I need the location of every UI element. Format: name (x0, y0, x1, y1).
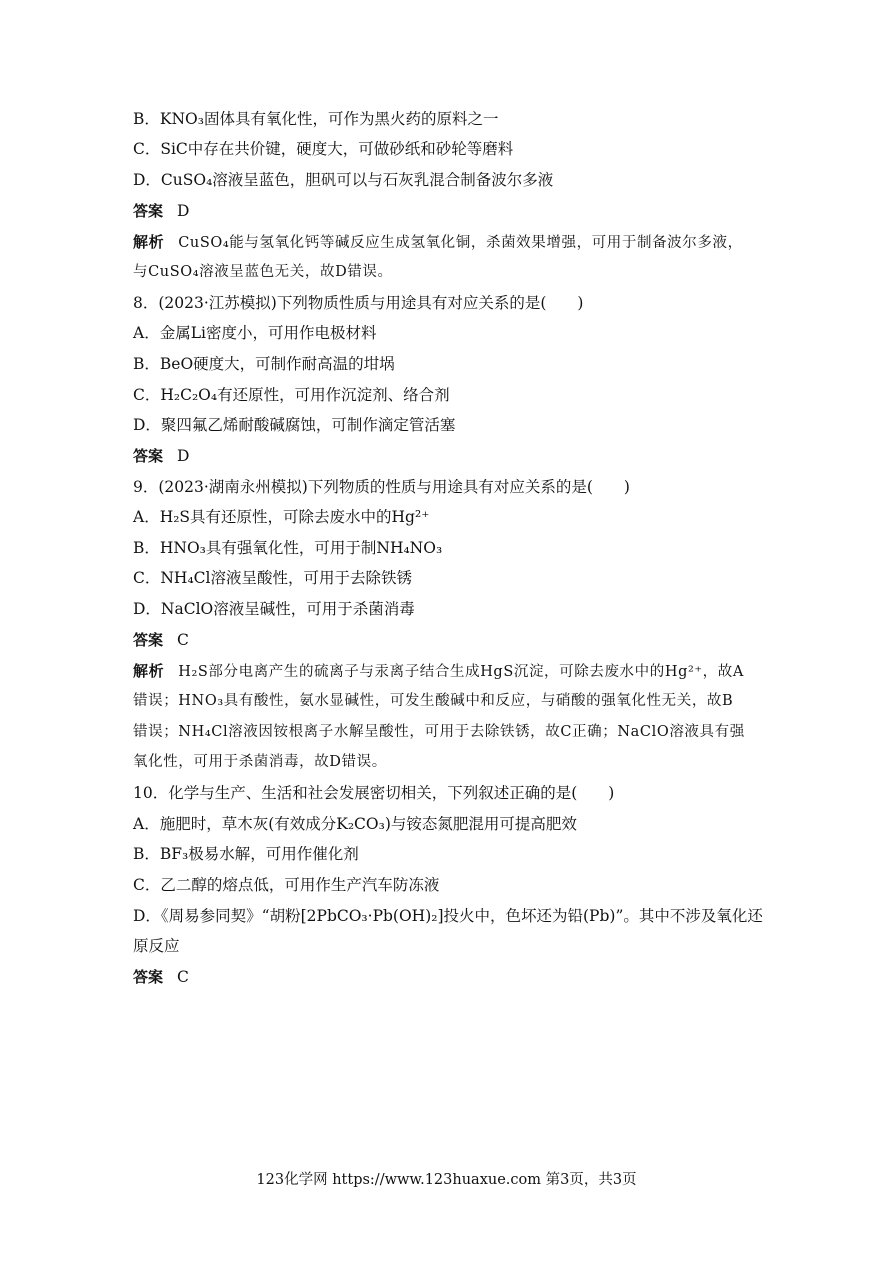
q8-option-d: D．聚四氟乙烯耐酸碱腐蚀，可制作滴定管活塞 (133, 416, 456, 434)
q9-option-a: A．H₂S具有还原性，可除去废水中的Hg²⁺ (133, 508, 430, 526)
explanation-label: 解析 (133, 662, 165, 680)
q7-answer (133, 201, 189, 221)
answer-label: 答案 (133, 202, 164, 220)
q10-stem: 10．化学与生产、生活和社会发展密切相关，下列叙述正确的是( ) (133, 784, 615, 802)
answer-label: 答案 (133, 631, 164, 649)
answer-value: C (177, 968, 189, 986)
q8-option-b: B．BeO硬度大，可制作耐高温的坩埚 (133, 355, 395, 373)
q10-option-b: B．BF₃极易水解，可用作催化剂 (133, 845, 359, 863)
q7-option-b: B．KNO₃固体具有氧化性，可作为黑火药的原料之一 (133, 110, 499, 128)
answer-label: 答案 (133, 447, 164, 465)
q9-option-d: D．NaClO溶液呈碱性，可用于杀菌消毒 (133, 600, 415, 618)
q10-option-c: C．乙二醇的熔点低，可用作生产汽车防冻液 (133, 876, 440, 894)
q7-option-d: D．CuSO₄溶液呈蓝色，胆矾可以与石灰乳混合制备波尔多液 (133, 171, 554, 189)
q10-option-d-line-2: 原反应 (133, 937, 180, 955)
q10-answer (133, 967, 189, 987)
q9-explanation-line-2: 错误；HNO₃具有酸性，氨水显碱性，可发生酸碱中和反应，与硝酸的强氧化性无关，故B (133, 693, 734, 709)
q10-option-d-line-1: D．《周易参同契》“胡粉[2PbCO₃·Pb(OH)₂]投火中，色坏还为铅(Pb)”。其中不涉及氧化还 (133, 907, 763, 925)
q9-explanation-line-4: 氧化性，可用于杀菌消毒，故D错误。 (133, 754, 387, 770)
q8-answer (133, 446, 189, 466)
q9-stem: 9．(2023·湖南永州模拟)下列物质的性质与用途具有对应关系的是( ) (133, 478, 630, 496)
answer-label: 答案 (133, 968, 164, 986)
page-footer: 123化学网 https://www.123huaxue.com 第3页，共3页 (256, 1172, 637, 1188)
q7-explanation-line-1 (133, 232, 743, 253)
q8-option-c: C．H₂C₂O₄有还原性，可用作沉淀剂、络合剂 (133, 386, 450, 404)
explanation-text: H₂S部分电离产生的硫离子与汞离子结合生成HgS沉淀，可除去废水中的Hg²⁺，故A (178, 664, 744, 680)
q8-option-a: A．金属Li密度小，可用作电极材料 (133, 324, 377, 342)
q7-explanation-line-2: 与CuSO₄溶液呈蓝色无关，故D错误。 (133, 264, 393, 280)
q9-option-c: C．NH₄Cl溶液呈酸性，可用于去除铁锈 (133, 569, 412, 587)
q8-stem: 8．(2023·江苏模拟)下列物质性质与用途具有对应关系的是( ) (133, 294, 584, 312)
answer-value: D (177, 202, 190, 220)
q9-explanation-line-1 (133, 661, 744, 682)
answer-value: D (177, 447, 190, 465)
q10-option-a: A．施肥时，草木灰(有效成分K₂CO₃)与铵态氮肥混用可提高肥效 (133, 815, 577, 833)
q9-explanation-line-3: 错误；NH₄Cl溶液因铵根离子水解呈酸性，可用于去除铁锈，故C正确；NaClO溶液具有强 (133, 724, 745, 740)
explanation-text: CuSO₄能与氢氧化钙等碱反应生成氢氧化铜，杀菌效果增强，可用于制备波尔多液， (178, 235, 743, 251)
explanation-label: 解析 (133, 233, 165, 251)
q9-answer (133, 630, 189, 650)
q7-option-c: C．SiC中存在共价键，硬度大，可做砂纸和砂轮等磨料 (133, 140, 514, 158)
answer-value: C (177, 631, 189, 649)
q9-option-b: B．HNO₃具有强氧化性，可用于制NH₄NO₃ (133, 539, 443, 557)
